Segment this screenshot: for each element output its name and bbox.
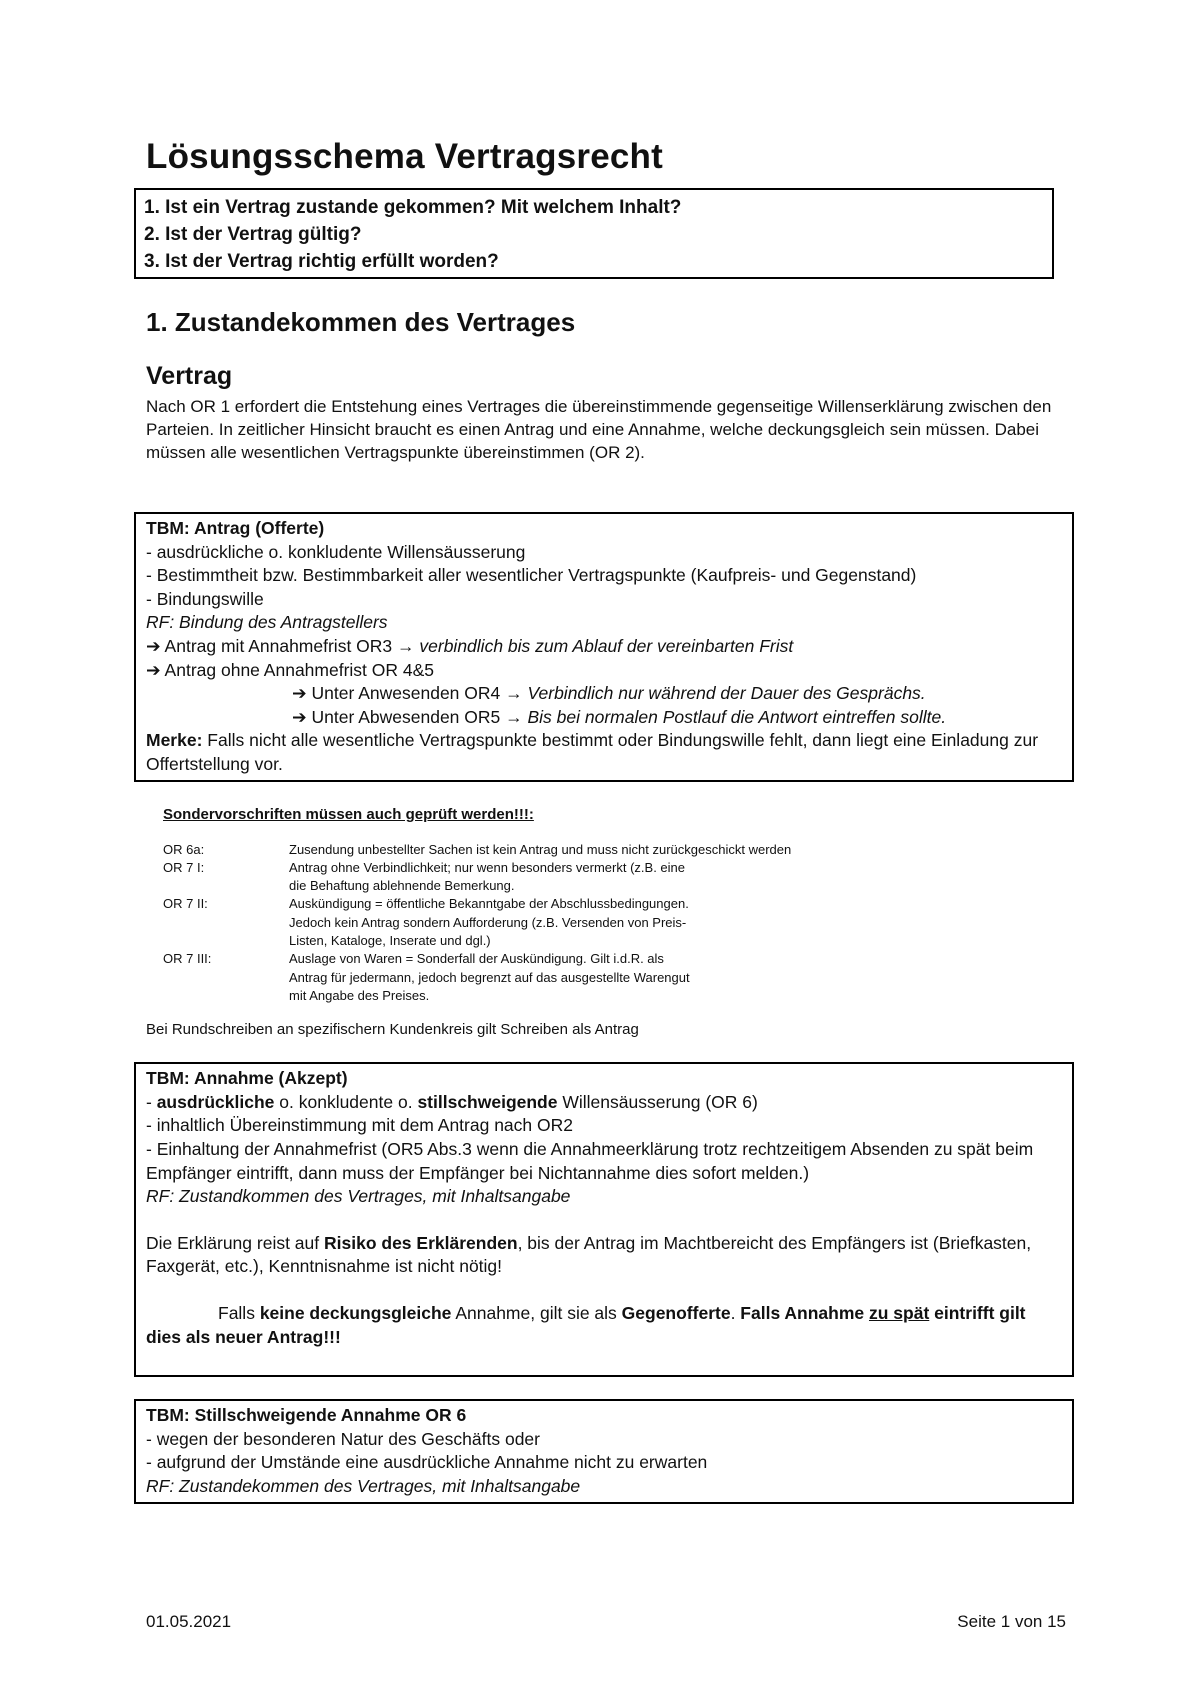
arrow-4-text: ➔ Unter Abwesenden OR5 → bbox=[292, 706, 528, 727]
page-content bbox=[146, 134, 1076, 1504]
line-1-end: Willensäusserung (OR 6) bbox=[557, 1091, 758, 1112]
question-2: 2. Ist der Vertrag gültig? bbox=[144, 224, 362, 245]
risiko-pre: Die Erklärung reist auf bbox=[146, 1232, 324, 1253]
antrag-rf: RF: Bindung des Antragstellers bbox=[146, 612, 388, 633]
annahme-title: TBM: Annahme (Akzept) bbox=[146, 1068, 348, 1089]
antrag-line-3: - Bindungswille bbox=[146, 588, 264, 609]
description-line: Auskündigung = öffentliche Bekanntgabe der Abschlussbedingungen. bbox=[289, 896, 689, 912]
falls-bold-1: keine deckungsgleiche bbox=[259, 1302, 452, 1323]
section-heading: 1. Zustandekommen des Vertrages bbox=[146, 307, 576, 337]
questions-box bbox=[134, 188, 1054, 279]
or-description bbox=[289, 841, 929, 859]
antrag-title: TBM: Antrag (Offerte) bbox=[146, 518, 325, 538]
still-title: TBM: Stillschweigende Annahme OR 6 bbox=[146, 1405, 467, 1426]
arrow-1-text: ➔ Antrag mit Annahmefrist OR3 → bbox=[146, 635, 420, 656]
rundschreiben-note: Bei Rundschreiben an spezifischern Kundenkreis gilt Schreiben als Antrag bbox=[146, 1021, 639, 1039]
list-item bbox=[163, 859, 1076, 896]
antrag-line-2: - Bestimmtheit bzw. Bestimmbarkeit aller wesentlicher Vertragspunkte (Kaufpreis- und Gegenstand) bbox=[146, 565, 917, 586]
page-title: Lösungsschema Vertragsrecht bbox=[146, 137, 663, 176]
annahme-box bbox=[134, 1062, 1074, 1377]
vertrag-heading: Vertrag bbox=[146, 362, 233, 390]
description-line: Antrag ohne Verbindlichkeit; nur wenn besonders vermerkt (z.B. eine bbox=[289, 859, 685, 875]
footer-date: 01.05.2021 bbox=[146, 1612, 232, 1631]
description-line: die Behaftung ablehnende Bemerkung. bbox=[289, 878, 515, 894]
list-item bbox=[163, 895, 1076, 950]
description-line: Listen, Kataloge, Inserate und dgl.) bbox=[289, 933, 491, 949]
bold-stillschweigende: stillschweigende bbox=[417, 1091, 558, 1112]
or-description bbox=[289, 950, 929, 1005]
antrag-line-1: - ausdrückliche o. konkludente Willensäusserung bbox=[146, 541, 526, 562]
annahme-falls bbox=[146, 1302, 1062, 1349]
antrag-arrow-1 bbox=[146, 635, 1062, 659]
or-description bbox=[289, 859, 929, 896]
annahme-rf: RF: Zustandkommen des Vertrages, mit Inhaltsangabe bbox=[146, 1186, 571, 1207]
falls-bold-3: Falls Annahme bbox=[740, 1302, 869, 1323]
still-line-2: - aufgrund der Umstände eine ausdrückliche Annahme nicht zu erwarten bbox=[146, 1452, 708, 1473]
question-3: 3. Ist der Vertrag richtig erfüllt worden? bbox=[144, 251, 499, 272]
vertrag-paragraph: Nach OR 1 erfordert die Entstehung eines Vertrages die übereinstimmende gegenseitige Willenserklärung zwischen den Parteien. In zeitlicher Hinsicht braucht es einen Antrag und eine Annahme, welche deckungsgleich sein müssen. Dabei müssen alle wesentlichen Vertragspunkte übereinstimmen (OR 2). bbox=[146, 397, 1052, 462]
risiko-post: , bis der Antrag im Machtbereicht des Empfängers ist (Briefkasten, Faxgerät, etc.), Kenntnisnahme ist nicht nötig! bbox=[146, 1232, 1032, 1277]
falls-mid: Annahme, gilt sie als bbox=[451, 1302, 622, 1323]
antrag-merke bbox=[146, 729, 1062, 776]
arrow-1-italic: verbindlich bis zum Ablauf der vereinbarten Frist bbox=[419, 635, 794, 656]
risiko-bold: Risiko des Erklärenden bbox=[324, 1232, 518, 1253]
or-description bbox=[289, 895, 929, 950]
arrow-3-italic: Verbindlich nur während der Dauer des Gesprächs. bbox=[527, 683, 926, 704]
sondervorschriften-list bbox=[163, 841, 1076, 1006]
antrag-arrow-3 bbox=[146, 682, 1062, 706]
description-line: mit Angabe des Preises. bbox=[289, 987, 430, 1003]
falls-mid-2: . bbox=[730, 1302, 741, 1323]
list-item bbox=[163, 950, 1076, 1005]
question-1: 1. Ist ein Vertrag zustande gekommen? Mit welchem Inhalt? bbox=[144, 197, 682, 218]
bold-ausdrueckliche: ausdrückliche bbox=[156, 1091, 275, 1112]
falls-bold-2: Gegenofferte bbox=[621, 1302, 731, 1323]
list-item bbox=[163, 841, 1076, 859]
merke-label: Merke: bbox=[146, 730, 203, 751]
dash: - bbox=[146, 1091, 157, 1112]
annahme-line-2: - inhaltlich Übereinstimmung mit dem Antrag nach OR2 bbox=[146, 1115, 573, 1136]
footer-page-number: Seite 1 von 15 bbox=[957, 1612, 1066, 1631]
antrag-arrow-2: ➔ Antrag ohne Annahmefrist OR 4&5 bbox=[146, 659, 435, 680]
line-1-mid: o. konkludente o. bbox=[274, 1091, 418, 1112]
stillschweigend-box bbox=[134, 1399, 1074, 1503]
falls-bold-underline: zu spät bbox=[868, 1302, 930, 1323]
or-reference: OR 7 I: bbox=[163, 859, 205, 875]
annahme-line-3: - Einhaltung der Annahmefrist (OR5 Abs.3 wenn die Annahmeerklärung trotz rechtzeitigem Absenden zu spät beim Empfänger eintrifft, dann muss der Empfänger bei Nichtannahme dies sofort melden.) bbox=[146, 1138, 1034, 1183]
still-rf: RF: Zustandekommen des Vertrages, mit Inhaltsangabe bbox=[146, 1475, 581, 1496]
description-line: Auslage von Waren = Sonderfall der Auskündigung. Gilt i.d.R. als bbox=[289, 951, 664, 967]
description-line: Antrag für jedermann, jedoch begrenzt auf das ausgestellte Warengut bbox=[289, 969, 690, 985]
arrow-3-text: ➔ Unter Anwesenden OR4 → bbox=[292, 683, 528, 704]
falls-bold-4: eintrifft gilt dies als neuer Antrag!!! bbox=[146, 1302, 1026, 1347]
or-reference: OR 7 III: bbox=[163, 951, 212, 967]
description-line: Jedoch kein Antrag sondern Aufforderung (z.B. Versenden von Preis- bbox=[289, 914, 687, 930]
falls-pre: Falls bbox=[218, 1302, 260, 1323]
arrow-4-italic: Bis bei normalen Postlauf die Antwort eintreffen sollte. bbox=[527, 706, 947, 727]
still-line-1: - wegen der besonderen Natur des Geschäfts oder bbox=[146, 1428, 540, 1449]
annahme-risiko bbox=[146, 1232, 1062, 1279]
antrag-box bbox=[134, 512, 1074, 782]
annahme-line-1 bbox=[146, 1091, 1062, 1115]
description-line: Zusendung unbestellter Sachen ist kein Antrag und muss nicht zurückgeschickt werden bbox=[289, 841, 792, 857]
antrag-arrow-4 bbox=[146, 706, 1062, 730]
or-reference: OR 6a: bbox=[163, 841, 205, 857]
or-reference: OR 7 II: bbox=[163, 896, 208, 912]
sondervorschriften-title: Sondervorschriften müssen auch geprüft werden!!!: bbox=[163, 805, 534, 823]
merke-text: Falls nicht alle wesentliche Vertragspunkte bestimmt oder Bindungswille fehlt, dann liegt eine Einladung zur Offertstellung vor. bbox=[146, 730, 1039, 774]
